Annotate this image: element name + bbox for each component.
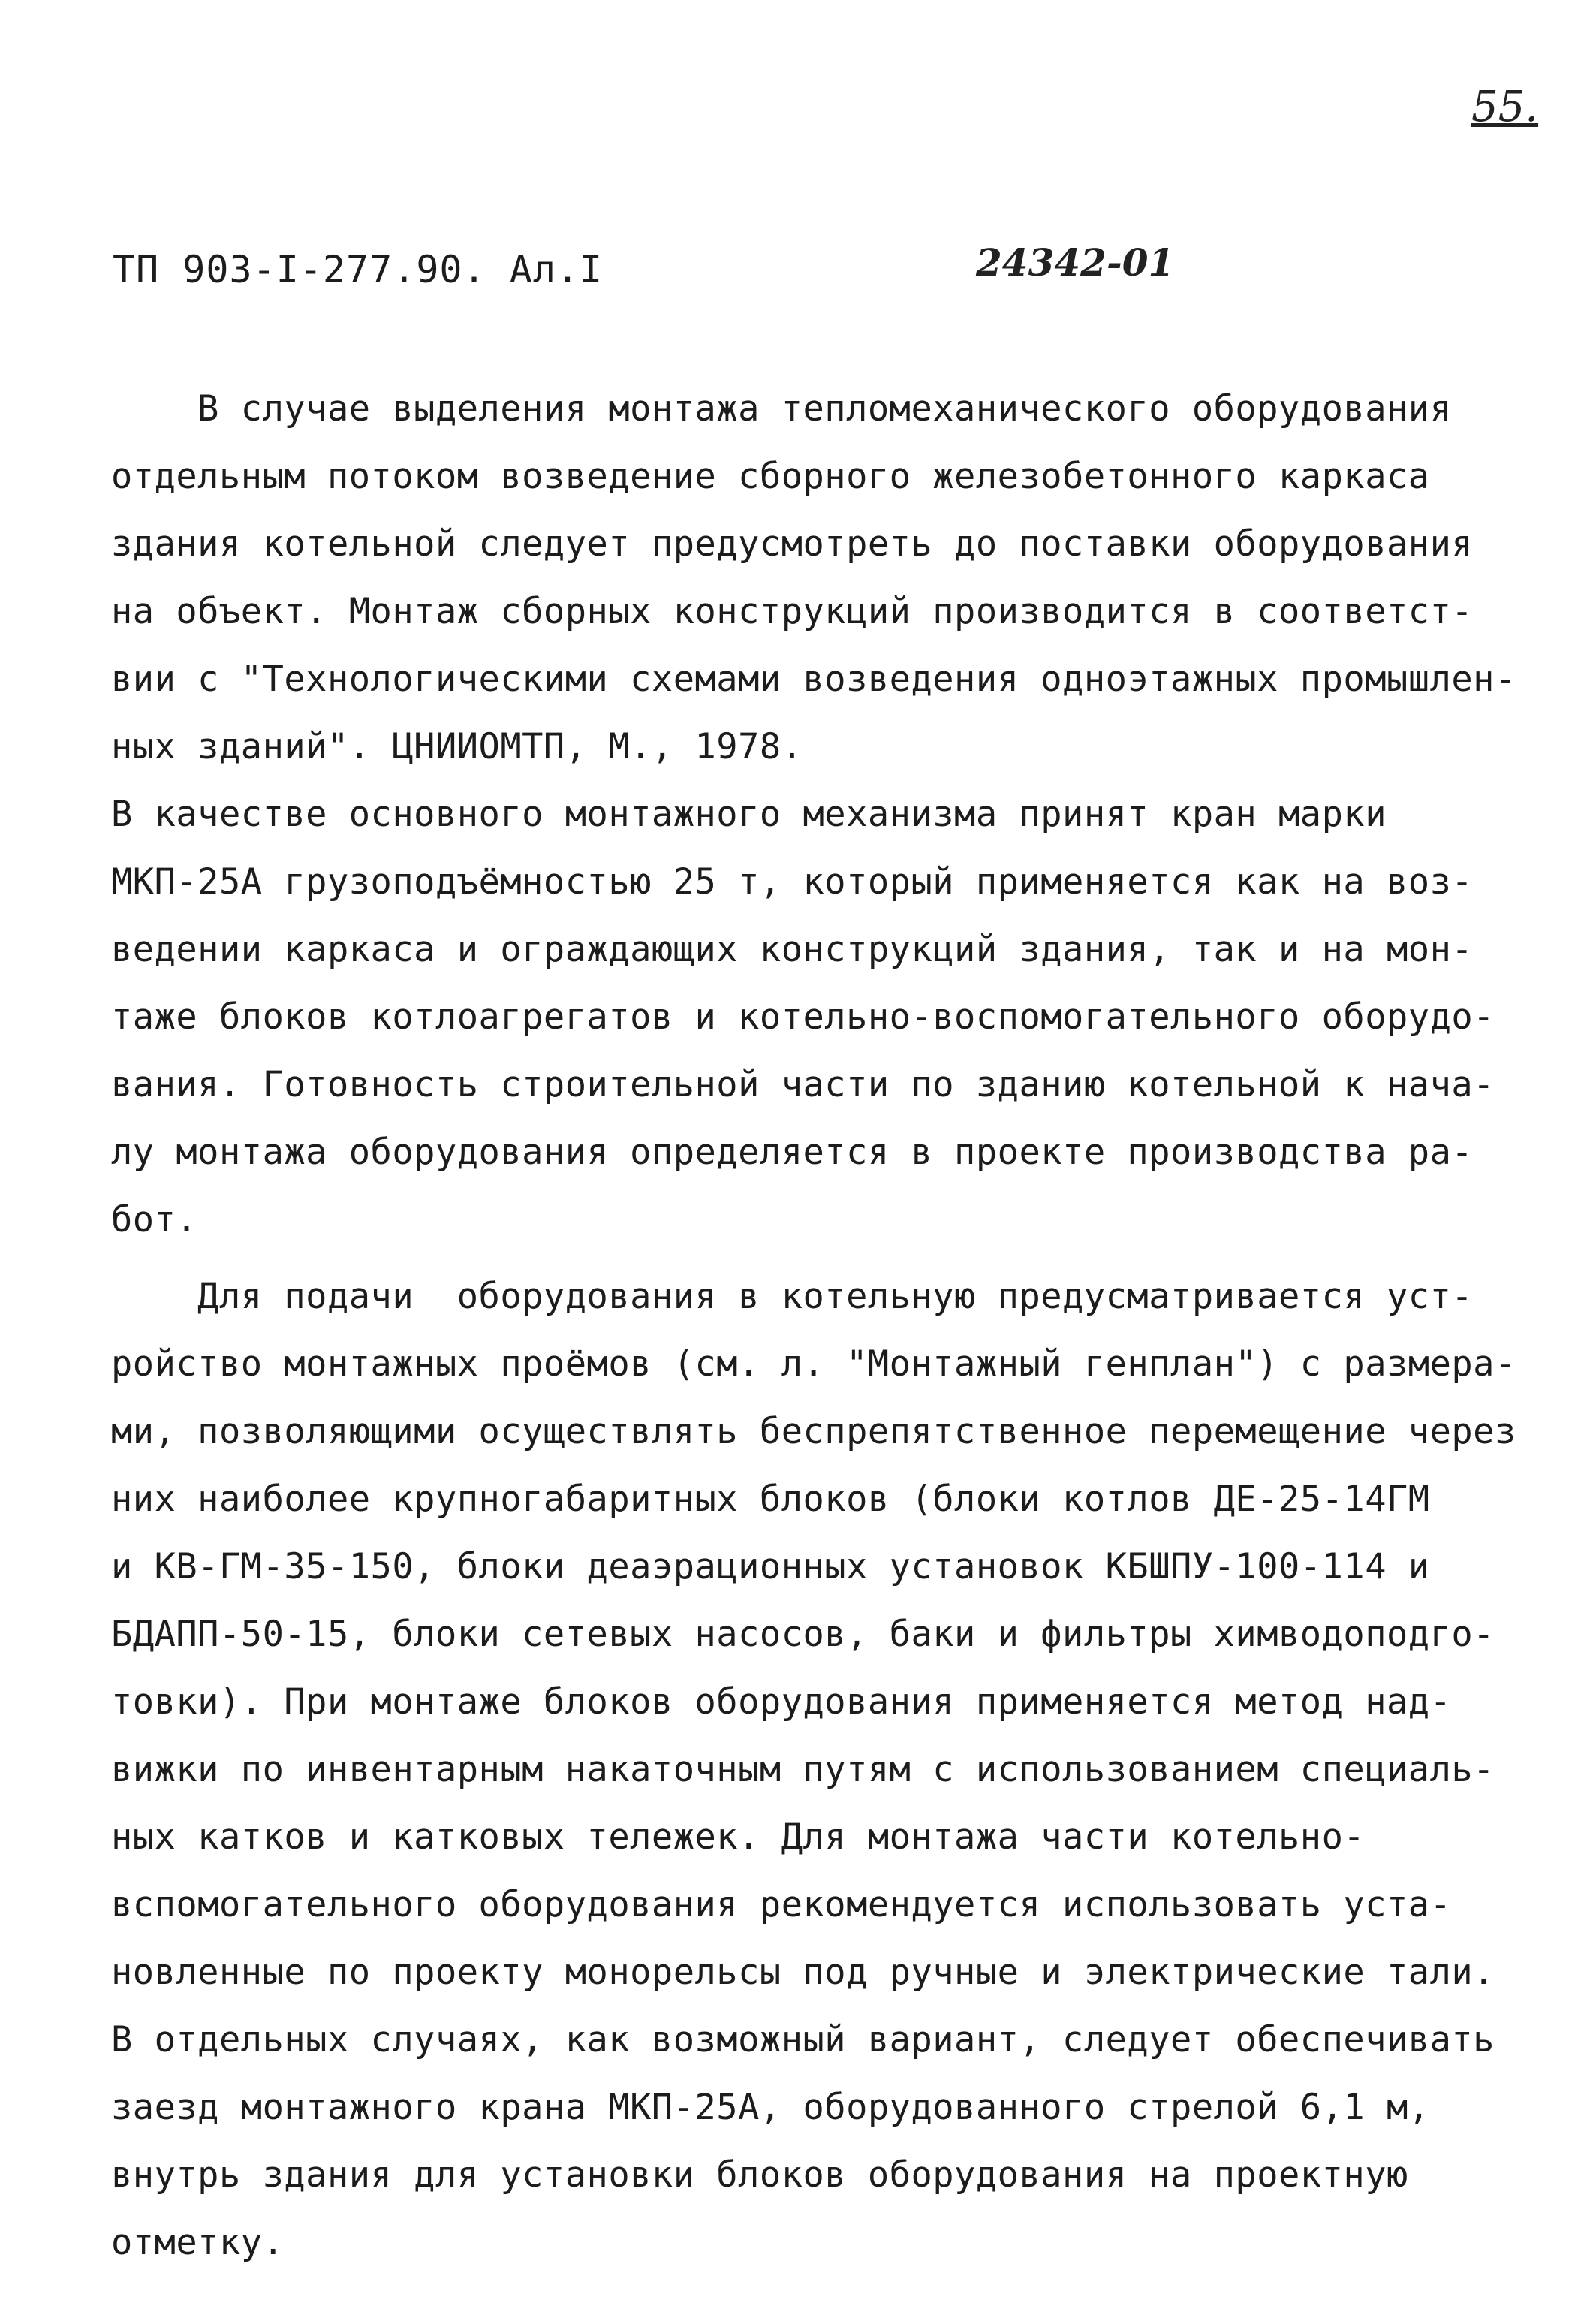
text-line: заезд монтажного крана МКП-25А, оборудованного стрелой 6,1 м, — [111, 2087, 1430, 2128]
text-line: Для подачи оборудования в котельную предусматривается уст- — [111, 1276, 1474, 1317]
text-line: вии с "Технологическими схемами возведения одноэтажных промышлен- — [111, 659, 1516, 700]
text-line: лу монтажа оборудования определяется в проекте производства ра- — [111, 1132, 1474, 1173]
text-line: внутрь здания для установки блоков оборудования на проектную — [111, 2154, 1408, 2196]
paragraph-3 — [111, 1263, 1516, 2277]
text-line: В случае выделения монтажа тепломеханического оборудования — [111, 388, 1452, 430]
text-line: товки). При монтаже блоков оборудования применяется метод над- — [111, 1681, 1452, 1723]
text-line: ройство монтажных проёмов (см. л. "Монтажный генплан") с размера- — [111, 1343, 1516, 1385]
text-line: вания. Готовность строительной части по зданию котельной к нача- — [111, 1064, 1495, 1105]
text-line: и КВ-ГМ-35-150, блоки деаэрационных установок КБШПУ-100-114 и — [111, 1546, 1430, 1587]
text-line: на объект. Монтаж сборных конструкций производится в соответст- — [111, 591, 1474, 632]
page-number: 55. — [1471, 83, 1539, 131]
paragraph-2 — [111, 781, 1495, 1254]
text-line: В отдельных случаях, как возможный вариант, следует обеспечивать — [111, 2019, 1495, 2060]
text-line: бот. — [111, 1199, 198, 1240]
text-line: вспомогательного оборудования рекомендуется использовать уста- — [111, 1884, 1452, 1925]
text-line: В качестве основного монтажного механизма принят кран марки — [111, 794, 1387, 835]
text-line: ми, позволяющими осуществлять беспрепятственное перемещение через — [111, 1411, 1516, 1452]
paragraph-gap — [111, 1254, 1492, 1263]
text-line: таже блоков котлоагрегатов и котельно-воспомогательного оборудо- — [111, 996, 1495, 1038]
text-line: ных зданий". ЦНИИОМТП, М., 1978. — [111, 726, 803, 767]
text-line: них наиболее крупногабаритных блоков (блоки котлов ДЕ-25-14ГМ — [111, 1479, 1430, 1520]
text-line: ведении каркаса и ограждающих конструкций здания, так и на мон- — [111, 929, 1474, 970]
text-line: новленные по проекту монорельсы под ручные и электрические тали. — [111, 1952, 1495, 1993]
text-line: ных катков и катковых тележек. Для монтажа части котельно- — [111, 1816, 1366, 1858]
text-line: отметку. — [111, 2222, 285, 2263]
text-line: здания котельной следует предусмотреть до поставки оборудования — [111, 523, 1474, 565]
document-code: ТП 903-I-277.90. Ал.I — [113, 248, 604, 291]
text-line: вижки по инвентарным накаточным путям с использованием специаль- — [111, 1749, 1495, 1790]
handwritten-code: 24342-01 — [976, 240, 1175, 285]
text-line: отдельным потоком возведение сборного железобетонного каркаса — [111, 456, 1430, 497]
body-text — [111, 375, 1516, 2277]
text-line: БДАПП-50-15, блоки сетевых насосов, баки и фильтры химводоподго- — [111, 1614, 1495, 1655]
paragraph-1 — [111, 375, 1516, 781]
text-line: МКП-25А грузоподъёмностью 25 т, который применяется как на воз- — [111, 861, 1474, 903]
